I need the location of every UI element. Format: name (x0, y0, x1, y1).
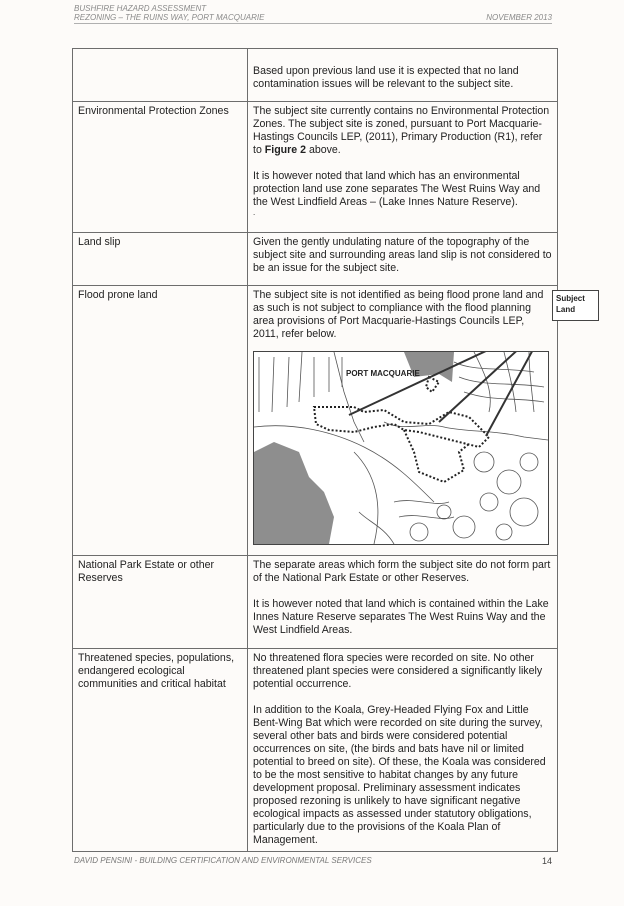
row-content (248, 649, 558, 852)
header-project: REZONING – THE RUINS WAY, PORT MACQUARIE (74, 13, 265, 22)
callout-text: Subject (556, 294, 585, 303)
paragraph: In addition to the Koala, Grey-Headed Flying Fox and Little Bent-Wing Bat which were recorded on site during the survey, several other bats and birds were considered potential occurrences on site, (the birds and bats have nil or limited potential to breed on site). Of these, the Koala was considered to be the most sensitive to habitat changes by any future development proposal. Preliminary assessment indicates proposed rezoning is unlikely to have significant negative ecological impacts as assessed under statutory obligations, particularly due to the provisions of the Koala Plan of Management. (253, 704, 546, 846)
header-title: BUSHFIRE HAZARD ASSESSMENT (74, 4, 207, 13)
subject-land-callout (552, 290, 599, 321)
row-label: Threatened species, populations, endangered ecological communities and critical habitat (73, 649, 248, 852)
footer-company: DAVID PENSINI - BUILDING CERTIFICATION AND ENVIRONMENTAL SERVICES (74, 856, 372, 865)
assessment-table (72, 48, 558, 852)
paragraph: It is however noted that land which is contained within the Lake Innes Nature Reserve separates The West Ruins Way and the West Lindfield Areas. (253, 598, 549, 636)
row-label: Land slip (73, 233, 248, 286)
header-date: NOVEMBER 2013 (486, 13, 552, 22)
row-label: National Park Estate or other Reserves (73, 556, 248, 649)
row-content (248, 233, 558, 286)
row-content (248, 286, 558, 556)
row-label: Flood prone land (73, 286, 248, 556)
header-subtitle-line (74, 13, 552, 24)
row-content (248, 102, 558, 233)
row-content (248, 556, 558, 649)
paragraph: Given the gently undulating nature of the topography of the subject site and surrounding areas land slip is not considered to be an issue for the subject site. (253, 236, 552, 274)
table-row (73, 102, 558, 233)
paragraph: Based upon previous land use it is expected that no land contamination issues will be relevant to the subject site. (253, 65, 519, 90)
paragraph (253, 105, 552, 157)
paragraph: The separate areas which form the subject site do not form part of the National Park Estate or other Reserves. (253, 559, 551, 584)
callout-text: Land (556, 305, 576, 314)
flood-map-image (253, 351, 549, 545)
figure-reference: Figure 2 (264, 144, 306, 156)
table-row (73, 556, 558, 649)
paragraph: . (253, 208, 256, 217)
paragraph-text: The subject site currently contains no Environmental Protection Zones. The subject site is zoned, pursuant to Port Macquarie-Hastings Councils LEP, (2011), Primary Production (R1), refer to (253, 105, 550, 156)
table-row (73, 649, 558, 852)
paragraph: The subject site is not identified as being flood prone land and as such is not subject to compliance with the flood planning area provisions of Port Macquarie-Hastings Councils LEP, 2011, refer below. (253, 289, 544, 340)
row-label: Environmental Protection Zones (73, 102, 248, 233)
row-content (248, 49, 558, 102)
paragraph-text: above. (306, 144, 341, 156)
page-number: 14 (541, 856, 552, 866)
page-footer (74, 856, 552, 866)
map-label: PORT MACQUARIE (346, 369, 420, 378)
table-row (73, 233, 558, 286)
paragraph: No threatened flora species were recorded on site. No other threatened plant species were considered a significantly likely potential occurrence. (253, 652, 543, 690)
page-header (74, 4, 552, 24)
row-label (73, 49, 248, 102)
table-row (73, 286, 558, 556)
table-row (73, 49, 558, 102)
paragraph: It is however noted that land which has an environmental protection land use zone separates The West Ruins Way and the West Lindfield Areas – (Lake Innes Nature Reserve). (253, 170, 541, 208)
